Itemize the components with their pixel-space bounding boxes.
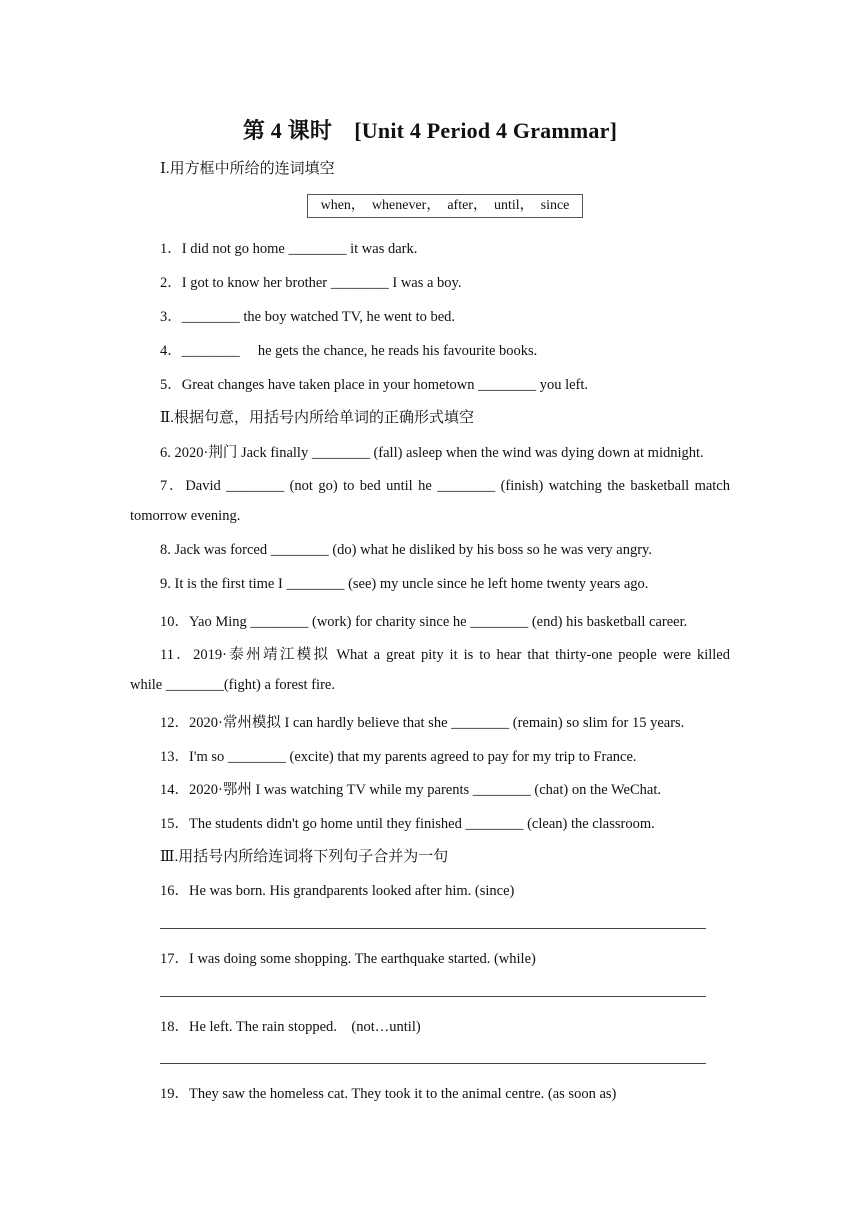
question-6: 6. 2020·荆门 Jack finally ________ (fall) asleep when the wind was dying down at midnight. [160,445,704,461]
page-title: 第 4 课时 [Unit 4 Period 4 Grammar] [242,118,618,143]
question-16: 16．He was born. His grandparents looked after him. (since) [160,883,515,899]
question-19: 19．They saw the homeless cat. They took it to the animal centre. (as soon as) [160,1086,617,1102]
question-11-line-2: while ________(fight) a forest fire. [130,677,335,693]
answer-line-16 [160,928,706,929]
question-8: 8. Jack was forced ________ (do) what he disliked by his boss so he was very angry. [160,542,652,558]
section-1-heading: Ⅰ.用方框中所给的连词填空 [160,161,335,177]
question-11-line-1: 11．2019·泰州靖江模拟 What a great pity it is to hear that thirty-one people were killed [160,647,730,663]
question-14: 14．2020·鄂州 I was watching TV while my parents ________ (chat) on the WeChat. [160,782,662,798]
question-18: 18．He left. The rain stopped. (not…until) [160,1019,421,1035]
question-15: 15．The students didn't go home until they finished ________ (clean) the classroom. [160,816,655,832]
word-bank-box: when， whenever， after， until， since [307,194,583,218]
question-5: 5．Great changes have taken place in your hometown ________ you left. [160,377,589,393]
answer-line-18 [160,1063,706,1064]
question-4: 4．________ he gets the chance, he reads his favourite books. [160,343,538,359]
question-17: 17．I was doing some shopping. The earthquake started. (while) [160,951,536,967]
question-7-line-2: tomorrow evening. [130,508,241,524]
section-3-heading: Ⅲ.用括号内所给连词将下列句子合并为一句 [160,849,449,865]
question-3: 3．________ the boy watched TV, he went to bed. [160,309,456,325]
question-13: 13．I'm so ________ (excite) that my parents agreed to pay for my trip to France. [160,749,637,765]
question-7-line-1: 7．David ________ (not go) to bed until he ________ (finish) watching the basketball match [160,478,730,494]
answer-line-17 [160,996,706,997]
section-2-heading: Ⅱ.根据句意，用括号内所给单词的正确形式填空 [160,410,474,426]
question-9: 9. It is the first time I ________ (see) my uncle since he left home twenty years ago. [160,576,649,592]
question-10: 10．Yao Ming ________ (work) for charity since he ________ (end) his basketball career. [160,614,688,630]
question-12: 12．2020·常州模拟 I can hardly believe that she ________ (remain) so slim for 15 years. [160,715,685,731]
question-1: 1．I did not go home ________ it was dark. [160,241,418,257]
question-2: 2．I got to know her brother ________ I was a boy. [160,275,462,291]
